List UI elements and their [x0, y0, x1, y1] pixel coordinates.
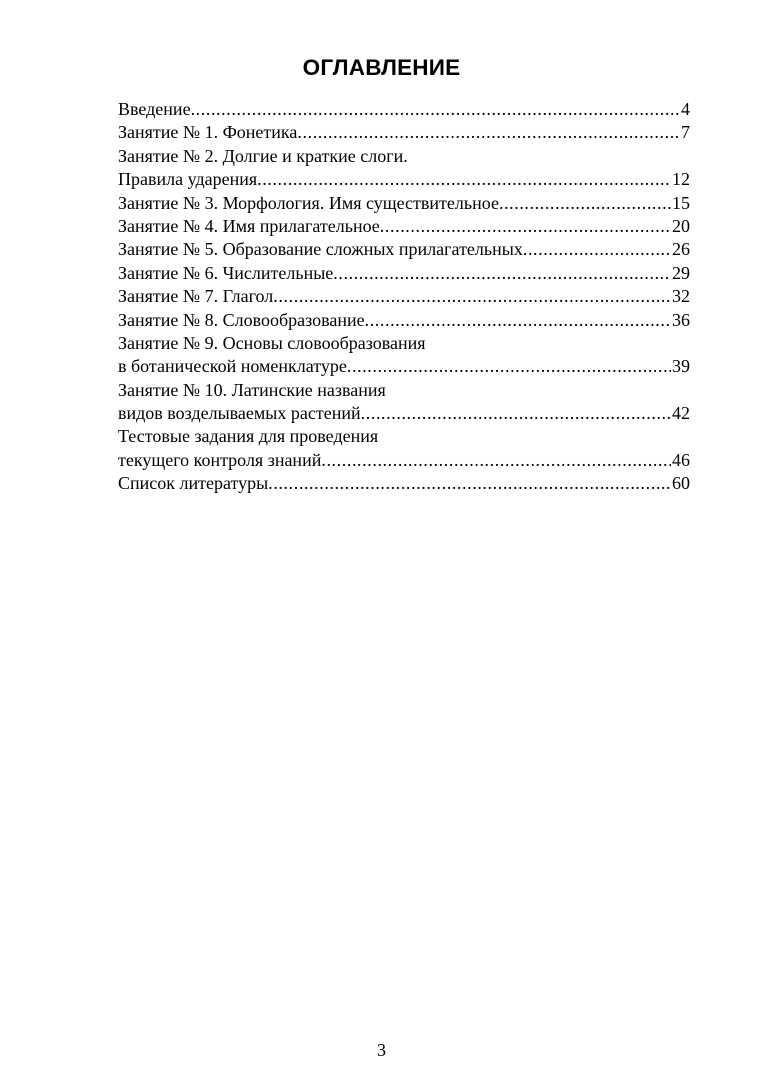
toc-entry-page: 4 — [681, 99, 690, 119]
toc-entry-title: Занятие № 1. Фонетика — [118, 122, 298, 143]
toc-entry-line-continued — [118, 332, 690, 355]
table-of-contents — [118, 98, 690, 496]
toc-entry — [118, 238, 690, 261]
toc-entry — [118, 262, 690, 285]
toc-entry-line — [118, 98, 690, 121]
toc-entry-page: 20 — [672, 215, 690, 236]
toc-entry-page: 32 — [672, 286, 690, 307]
toc-entry-line — [118, 215, 690, 238]
toc-entry-title: видов возделываемых растений — [118, 403, 361, 424]
toc-entry-line — [118, 402, 690, 425]
toc-entry-title: Занятие № 3. Морфология. Имя существительное — [118, 192, 499, 213]
toc-entry-line — [118, 168, 690, 191]
toc-entry-page: 46 — [672, 449, 690, 470]
toc-entry-line-continued — [118, 379, 690, 402]
toc-dot-leader — [191, 98, 680, 121]
toc-dot-leader — [273, 285, 671, 308]
toc-dot-leader — [333, 262, 671, 285]
page-number: 3 — [377, 1040, 386, 1060]
toc-entry-title: Правила ударения — [118, 169, 258, 190]
toc-dot-leader — [361, 402, 671, 425]
toc-entry — [118, 192, 690, 215]
toc-entry-line — [118, 309, 690, 332]
toc-entry — [118, 379, 690, 426]
toc-dot-leader — [523, 238, 671, 261]
toc-entry-title: текущего контроля знаний — [118, 449, 322, 470]
toc-entry-line — [118, 472, 690, 495]
toc-entry-title: Занятие № 2. Долгие и краткие слоги. — [118, 145, 408, 166]
toc-entry-page: 15 — [672, 192, 690, 213]
toc-dot-leader — [321, 449, 671, 472]
toc-entry-page: 42 — [672, 403, 690, 424]
toc-dot-leader — [347, 355, 671, 378]
toc-entry-line — [118, 355, 690, 378]
toc-entry-title: Занятие № 7. Глагол — [118, 286, 274, 307]
toc-dot-leader — [297, 121, 680, 144]
toc-entry-line-continued — [118, 145, 690, 168]
toc-entry-title: в ботанической номенклатуре — [118, 356, 347, 377]
toc-dot-leader — [365, 309, 671, 332]
toc-entry-page: 12 — [672, 169, 690, 190]
toc-entry-title: Введение — [118, 99, 191, 119]
toc-entry-page: 39 — [672, 356, 690, 377]
toc-entry-title: Занятие № 6. Числительные — [118, 262, 334, 283]
toc-entry — [118, 425, 690, 472]
toc-entry-page: 29 — [672, 262, 690, 283]
toc-entry-page: 7 — [681, 122, 690, 143]
toc-dot-leader — [499, 192, 671, 215]
page-title: ОГЛАВЛЕНИЕ — [302, 55, 461, 80]
toc-entry-line-continued — [118, 425, 690, 448]
toc-entry — [118, 121, 690, 144]
toc-entry — [118, 145, 690, 192]
toc-entry-line — [118, 449, 690, 472]
toc-entry-title: Занятие № 9. Основы словообразования — [118, 332, 426, 353]
toc-entry-title: Занятие № 10. Латинские названия — [118, 379, 386, 400]
toc-entry — [118, 285, 690, 308]
toc-entry-line — [118, 238, 690, 261]
toc-entry-title: Занятие № 5. Образование сложных прилагательных — [118, 239, 523, 260]
toc-dot-leader — [380, 215, 671, 238]
toc-entry-line — [118, 121, 690, 144]
toc-dot-leader — [257, 168, 671, 191]
toc-entry-line — [118, 262, 690, 285]
toc-entry-page: 36 — [672, 309, 690, 330]
toc-entry-title: Тестовые задания для проведения — [118, 426, 379, 447]
toc-entry — [118, 309, 690, 332]
toc-entry-line — [118, 285, 690, 308]
toc-dot-leader — [268, 472, 671, 495]
toc-entry — [118, 472, 690, 495]
toc-entry-title: Список литературы — [118, 473, 269, 494]
toc-entry — [118, 332, 690, 379]
toc-entry — [118, 98, 690, 121]
toc-entry-line — [118, 192, 690, 215]
toc-entry-title: Занятие № 8. Словообразование — [118, 309, 365, 330]
toc-entry-title: Занятие № 4. Имя прилагательное — [118, 215, 380, 236]
toc-entry-page: 60 — [672, 473, 690, 494]
toc-entry-page: 26 — [672, 239, 690, 260]
toc-entry — [118, 215, 690, 238]
